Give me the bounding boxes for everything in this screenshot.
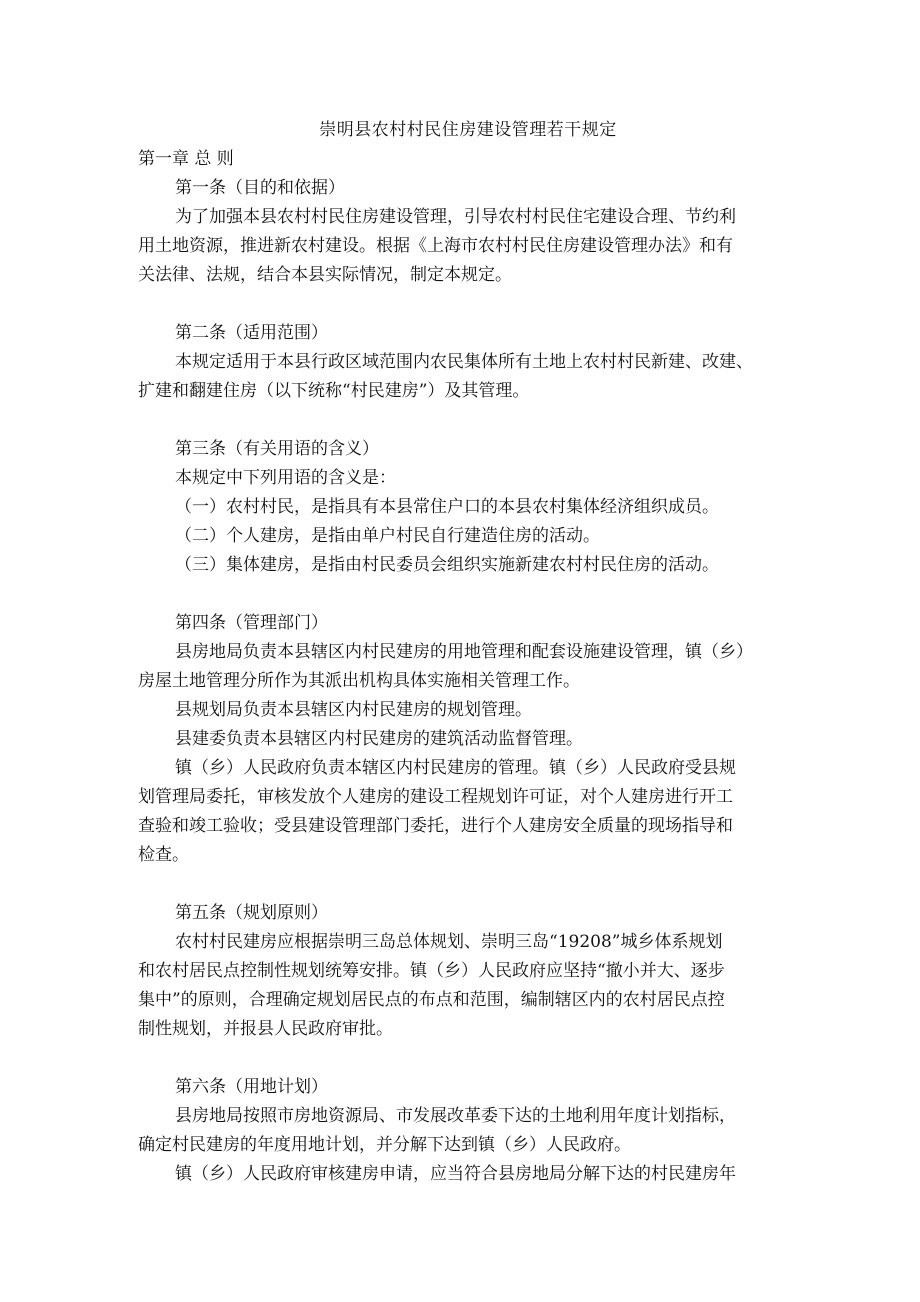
paragraph-line: 镇（乡）人民政府负责本辖区内村民建房的管理。镇（乡）人民政府受县规 — [175, 758, 736, 778]
paragraph-line: 集中”的原则，合理确定规划居民点的布点和范围，编制辖区内的农村居民点控 — [138, 990, 725, 1010]
paragraph-line: 县房地局按照市房地资源局、市发展改革委下达的土地利用年度计划指标， — [175, 1106, 736, 1126]
blank-line — [138, 580, 798, 609]
paragraph-line: 和农村居民点控制性规划统筹安排。镇（乡）人民政府应坚持“撤小并大、逐步 — [138, 961, 725, 981]
blank-line — [138, 870, 798, 899]
article-4 — [138, 609, 798, 870]
paragraph-line: 本规定适用于本县行政区域范围内农民集体所有土地上农村村民新建、改建、 — [175, 352, 753, 372]
paragraph-line: 关法律、法规，结合本县实际情况，制定本规定。 — [138, 265, 512, 285]
blank-line — [138, 290, 798, 319]
chapter-heading: 第一章 总 则 — [138, 149, 234, 169]
article-2 — [138, 319, 798, 406]
blank-line — [138, 1044, 798, 1073]
blank-line — [138, 406, 798, 435]
article-heading: 第四条（管理部门） — [175, 613, 328, 633]
paragraph-line: 确定村民建房的年度用地计划，并分解下达到镇（乡）人民政府。 — [138, 1135, 631, 1155]
article-1 — [138, 174, 798, 290]
list-item: （二）个人建房，是指由单户村民自行建造住房的活动。 — [175, 526, 600, 546]
paragraph-line: 县建委负责本县辖区内村民建房的建筑活动监督管理。 — [175, 729, 583, 749]
document-body — [138, 116, 798, 1189]
paragraph-line: 县房地局负责本县辖区内村民建房的用地管理和配套设施建设管理，镇（乡） — [175, 642, 753, 662]
paragraph-line: 用土地资源，推进新农村建设。根据《上海市农村村民住房建设管理办法》和有 — [138, 236, 733, 256]
paragraph-line: 制性规划，并报县人民政府审批。 — [138, 1019, 393, 1039]
paragraph-line: 查验和竣工验收；受县建设管理部门委托，进行个人建房安全质量的现场指导和 — [138, 816, 733, 836]
paragraph-line: 镇（乡）人民政府审核建房申请，应当符合县房地局分解下达的村民建房年 — [175, 1164, 736, 1184]
list-item: （三）集体建房，是指由村民委员会组织实施新建农村村民住房的活动。 — [175, 555, 719, 575]
paragraph-line: 检查。 — [138, 845, 189, 865]
paragraph-line: 为了加强本县农村村民住房建设管理，引导农村村民住宅建设合理、节约利 — [175, 207, 736, 227]
paragraph-line: 本规定中下列用语的含义是： — [175, 468, 396, 488]
list-item: （一）农村村民，是指具有本县常住户口的本县农村集体经济组织成员。 — [175, 497, 719, 517]
paragraph-line: 房屋土地管理分所作为其派出机构具体实施相关管理工作。 — [138, 671, 580, 691]
paragraph-line: 扩建和翻建住房（以下统称“村民建房”）及其管理。 — [138, 381, 530, 401]
paragraph-line: 农村村民建房应根据崇明三岛总体规划、崇明三岛“19208”城乡体系规划 — [175, 932, 723, 952]
article-5 — [138, 899, 798, 1044]
paragraph-line: 划管理局委托，审核发放个人建房的建设工程规划许可证，对个人建房进行开工 — [138, 787, 733, 807]
article-3 — [138, 435, 798, 580]
article-6 — [138, 1073, 798, 1189]
article-heading: 第二条（适用范围） — [175, 323, 328, 343]
article-heading: 第三条（有关用语的含义） — [175, 439, 379, 459]
article-heading: 第五条（规划原则） — [175, 903, 328, 923]
document-title: 崇明县农村村民住房建设管理若干规定 — [319, 120, 617, 140]
paragraph-line: 县规划局负责本县辖区内村民建房的规划管理。 — [175, 700, 532, 720]
article-heading: 第六条（用地计划） — [175, 1077, 328, 1097]
article-heading: 第一条（目的和依据） — [175, 178, 345, 198]
